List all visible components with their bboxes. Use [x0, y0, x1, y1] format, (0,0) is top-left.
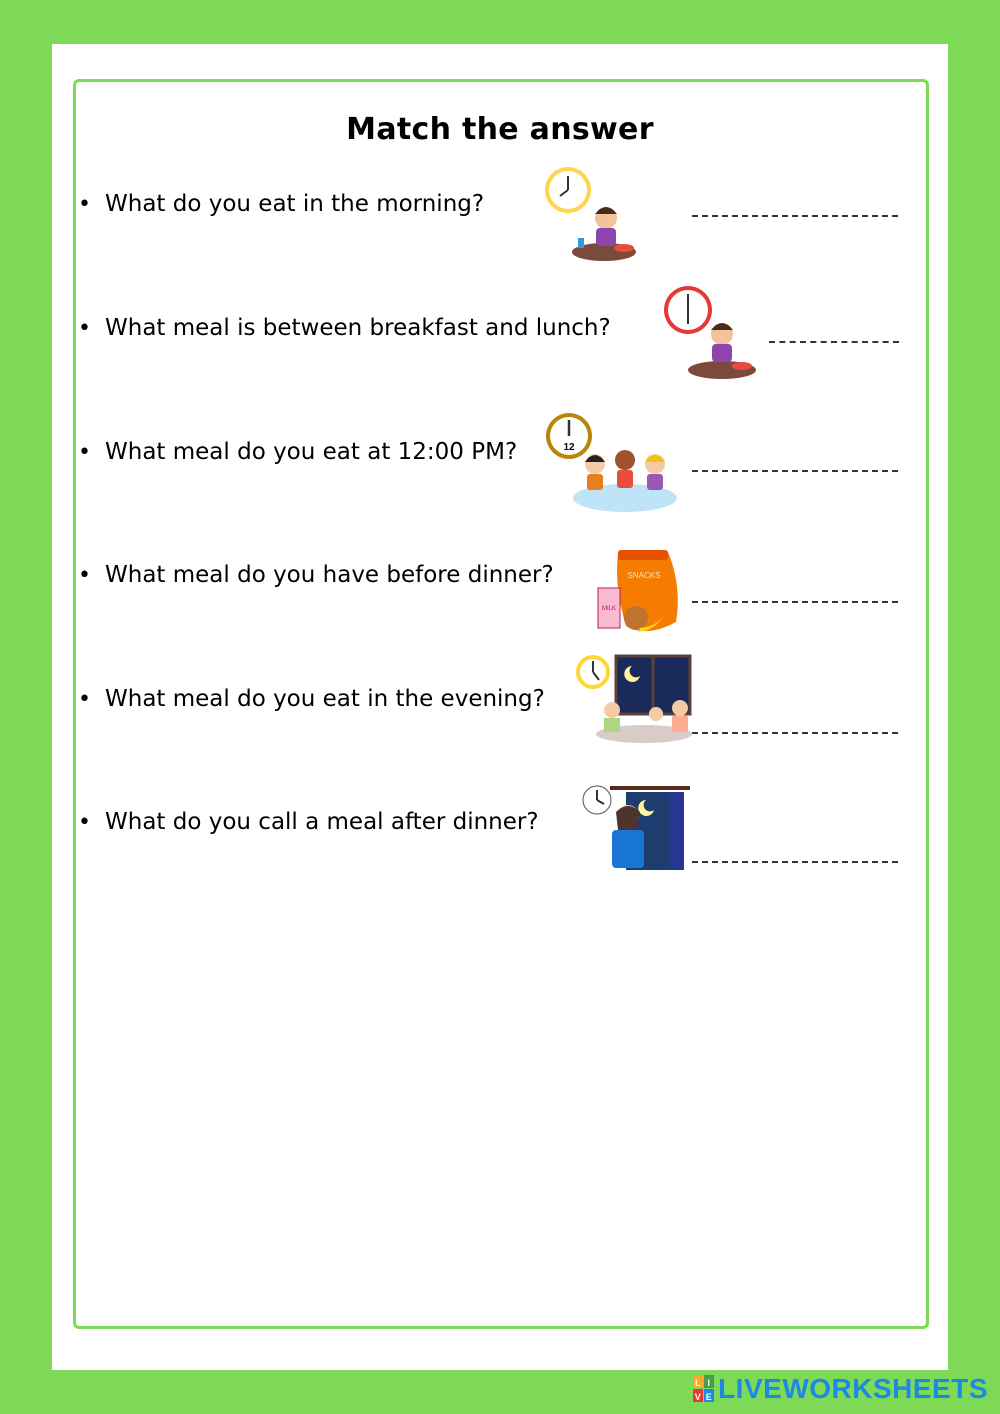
answer-6-input[interactable]	[692, 841, 898, 863]
bullet: •	[78, 687, 91, 712]
clock-boy-brunch-icon	[660, 284, 760, 384]
question-4-text: What meal do you have before dinner?	[105, 562, 554, 588]
answer-4-input[interactable]	[692, 581, 898, 603]
clock-label: 12	[563, 442, 575, 453]
family-dinner-night-icon	[572, 652, 694, 748]
bullet: •	[78, 810, 91, 835]
clock-boy-breakfast-icon	[540, 164, 640, 264]
answer-2-input[interactable]	[769, 321, 899, 343]
logo-letter-l: L	[695, 1378, 702, 1388]
bullet: •	[78, 440, 91, 465]
bullet: •	[78, 192, 91, 217]
clock-kids-lunch-icon	[543, 412, 683, 516]
bullet: •	[78, 316, 91, 341]
logo-letter-e: E	[705, 1392, 713, 1402]
liveworksheets-brand[interactable]	[693, 1374, 988, 1404]
snack-bag-icon	[596, 546, 686, 638]
question-3	[78, 439, 517, 465]
bullet: •	[78, 563, 91, 588]
carton-label: MILK	[601, 606, 617, 612]
question-6	[78, 809, 539, 835]
question-1-text: What do you eat in the morning?	[105, 191, 485, 217]
worksheet-title: Match the answer	[346, 112, 654, 147]
question-4	[78, 562, 554, 588]
liveworksheets-logo-icon	[693, 1375, 715, 1403]
answer-1-input[interactable]	[692, 195, 898, 217]
answer-3-input[interactable]	[692, 450, 898, 472]
logo-letter-i: I	[707, 1378, 711, 1388]
question-5-text: What meal do you eat in the evening?	[105, 686, 545, 712]
night-snack-girl-icon	[580, 782, 692, 874]
question-2-text: What meal is between breakfast and lunch?	[105, 315, 611, 341]
question-1	[78, 191, 484, 217]
brand-name: LIVEWORKSHEETS	[718, 1373, 988, 1404]
question-6-text: What do you call a meal after dinner?	[105, 809, 539, 835]
answer-5-input[interactable]	[692, 712, 898, 734]
bag-label: SNACKS	[627, 571, 661, 580]
question-2	[78, 315, 611, 341]
question-5	[78, 686, 545, 712]
question-3-text: What meal do you eat at 12:00 PM?	[105, 439, 518, 465]
logo-letter-v: V	[694, 1392, 702, 1402]
